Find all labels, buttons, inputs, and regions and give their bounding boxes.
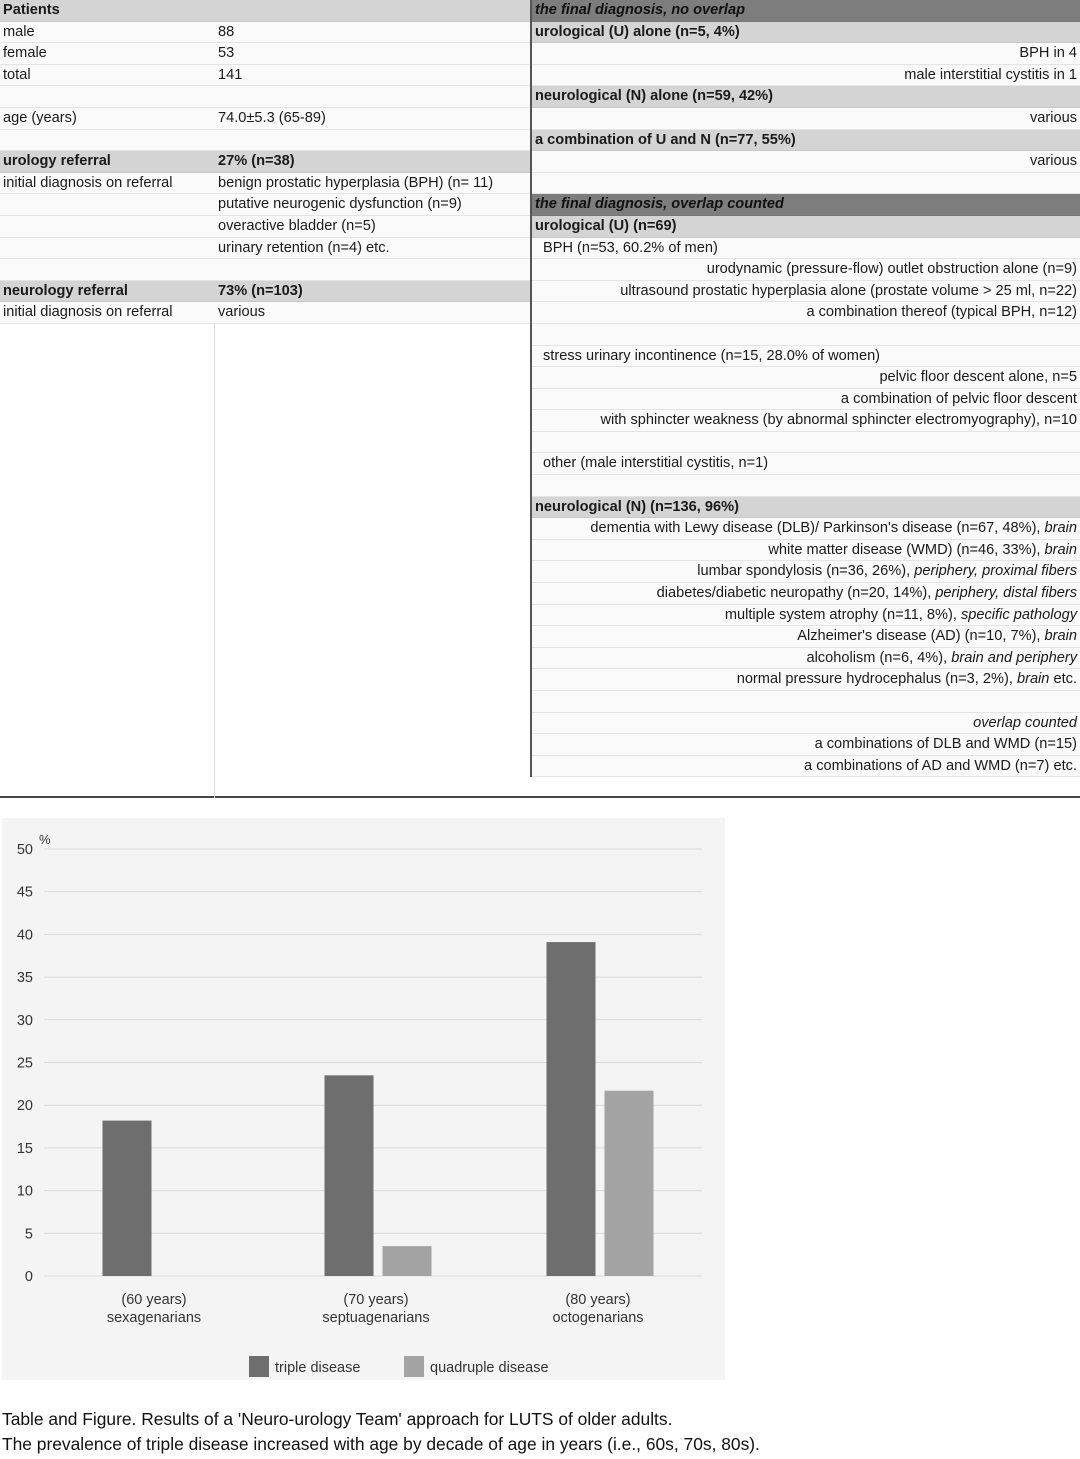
table-row (532, 151, 1080, 173)
legend-label: triple disease (275, 1360, 361, 1376)
row-text (535, 497, 739, 519)
row-text-main: stress urinary incontinence (n=15, 28.0% of women) (543, 347, 881, 364)
row-value: various (218, 304, 266, 321)
figure-caption (2, 1407, 1078, 1457)
x-category-label: octogenarians (552, 1310, 644, 1326)
row-text-italic: overlap counted (973, 714, 1077, 731)
table-row (0, 302, 530, 324)
table-row (532, 583, 1080, 605)
row-text (535, 86, 773, 108)
row-label: urology referral (3, 153, 111, 170)
row-text-main: alcoholism (n=6, 4%), (806, 649, 952, 666)
table-row (0, 216, 530, 238)
y-tick-label: 25 (16, 1055, 33, 1072)
row-text-italic: brain (1044, 520, 1077, 537)
table-row (532, 540, 1080, 562)
row-text-main: a combinations of DLB and WMD (n=15) (814, 736, 1077, 753)
row-text-main: Alzheimer's disease (AD) (n=10, 7%), (797, 628, 1045, 645)
chart-canvas (2, 818, 725, 1380)
y-tick-label: 0 (24, 1269, 33, 1285)
row-label: initial diagnosis on referral (3, 174, 173, 191)
table-row (0, 173, 530, 195)
table-row (532, 194, 1080, 216)
row-text (535, 130, 796, 152)
table-row (0, 108, 530, 130)
prevalence-bar-chart (2, 818, 725, 1380)
row-text (768, 540, 1077, 562)
y-tick-label: 50 (16, 842, 33, 858)
row-text (737, 669, 1077, 691)
row-text-main: a combination of U and N (n=77, 55%) (535, 131, 796, 148)
table-row (532, 432, 1080, 454)
row-text-main: a combination of pelvic floor descent (840, 390, 1077, 407)
table-row (0, 22, 530, 44)
row-text-main: neurological (N) alone (n=59, 42%) (535, 88, 774, 105)
row-text-main: various (1029, 109, 1077, 126)
row-value: overactive bladder (n=5) (218, 217, 376, 234)
row-text (697, 561, 1077, 583)
patients-column (0, 0, 530, 324)
row-value: 88 (218, 23, 235, 40)
row-text-main: a combinations of AD and WMD (n=7) etc. (804, 757, 1077, 774)
x-category-label: sexagenarians (106, 1310, 202, 1326)
table-row (0, 0, 530, 22)
row-text-italic: periphery, proximal fibers (914, 563, 1077, 580)
row-text-main: male interstitial cystitis in 1 (904, 66, 1077, 83)
legend-swatch (249, 1356, 269, 1377)
caption-line-2: The prevalence of triple disease increased with age by decade of age in years (i.e., 60s, 70s, 80s). (2, 1434, 760, 1454)
row-text-italic: specific pathology (960, 606, 1077, 623)
row-text (707, 259, 1077, 281)
table-row (532, 302, 1080, 324)
table-row (532, 626, 1080, 648)
table-row (0, 151, 530, 173)
row-text (841, 389, 1077, 411)
row-text (1030, 151, 1077, 173)
x-category-label: (70 years) (343, 1292, 409, 1308)
x-category-label: septuagenarians (322, 1310, 430, 1326)
table-row (532, 281, 1080, 303)
table-row (532, 0, 1080, 22)
row-text-main: BPH in 4 (1019, 45, 1077, 62)
y-axis-unit-label: % (39, 832, 51, 847)
table-row (532, 475, 1080, 497)
row-text (600, 410, 1077, 432)
row-text-italic: brain (1044, 628, 1077, 645)
row-label: neurology referral (3, 282, 128, 299)
table-row (532, 734, 1080, 756)
row-text-main: the final diagnosis, overlap counted (535, 196, 784, 213)
table-row (532, 389, 1080, 411)
table-row (532, 65, 1080, 87)
row-text-tail: etc. (1049, 671, 1077, 688)
row-text (879, 367, 1077, 389)
row-label: male (3, 23, 35, 40)
bar-triple-disease (103, 1121, 152, 1276)
table-row (532, 669, 1080, 691)
row-text-main: ultrasound prostatic hyperplasia alone (prostate volume > 25 ml, n=22) (620, 282, 1077, 299)
table-row (532, 43, 1080, 65)
bar-quadruple-disease (383, 1246, 432, 1276)
bar-quadruple-disease (605, 1091, 654, 1276)
row-value: putative neurogenic dysfunction (n=9) (218, 196, 462, 213)
table-row (532, 713, 1080, 735)
row-text (543, 453, 768, 475)
row-text-main: lumbar spondylosis (n=36, 26%), (697, 563, 915, 580)
table-row (532, 173, 1080, 195)
table-row (0, 194, 530, 216)
y-tick-label: 45 (16, 884, 33, 901)
table-row (532, 756, 1080, 778)
row-text-main: BPH (n=53, 60.2% of men) (543, 239, 718, 256)
row-label: age (years) (3, 109, 77, 126)
table-row (532, 130, 1080, 152)
table-row (532, 346, 1080, 368)
row-text (535, 216, 677, 238)
row-text-main: with sphincter weakness (by abnormal sphincter electromyography), n=10 (600, 412, 1077, 429)
row-text (973, 713, 1077, 735)
legend-label: quadruple disease (430, 1360, 549, 1376)
table-row (532, 410, 1080, 432)
table-row (532, 497, 1080, 519)
row-text-main: urological (U) alone (n=5, 4%) (535, 23, 740, 40)
caption-line-1: Table and Figure. Results of a 'Neuro-urology Team' approach for LUTS of older adults. (2, 1409, 673, 1429)
row-text (535, 22, 740, 44)
row-text (620, 281, 1077, 303)
table-row (532, 324, 1080, 346)
x-category-label: (60 years) (121, 1292, 187, 1308)
row-value: 73% (n=103) (218, 282, 303, 299)
row-text-main: pelvic floor descent alone, n=5 (879, 369, 1077, 386)
x-category-label: (80 years) (565, 1292, 631, 1308)
legend-swatch (404, 1356, 424, 1377)
row-label: Patients (3, 2, 60, 18)
row-text-italic: brain (1016, 671, 1050, 688)
table-row (532, 518, 1080, 540)
row-text-italic: brain (1044, 541, 1077, 558)
row-text (543, 346, 880, 368)
row-value: 27% (n=38) (218, 153, 295, 170)
final-diagnosis-column (530, 0, 1080, 777)
y-tick-label: 10 (16, 1183, 33, 1200)
row-label: total (3, 66, 31, 83)
row-text (904, 65, 1077, 87)
row-text-main: other (male interstitial cystitis, n=1) (543, 455, 769, 472)
table-row (532, 238, 1080, 260)
table-row (0, 65, 530, 87)
bar-triple-disease (547, 942, 596, 1276)
row-value: 141 (218, 66, 243, 83)
row-text-main: diabetes/diabetic neuropathy (n=20, 14%), (656, 585, 936, 602)
row-text-main: urological (U) (n=69) (535, 217, 677, 234)
row-text-main: dementia with Lewy disease (DLB)/ Parkinson's disease (n=67, 48%), (590, 520, 1045, 537)
row-text (806, 648, 1077, 670)
row-text (1030, 108, 1077, 130)
row-label: female (3, 45, 47, 62)
y-tick-label: 20 (16, 1098, 33, 1115)
table-row (0, 281, 530, 303)
row-value: benign prostatic hyperplasia (BPH) (n= 11) (218, 174, 494, 191)
table-row (532, 108, 1080, 130)
row-value: 53 (218, 45, 235, 62)
table-row (532, 648, 1080, 670)
table-row (532, 691, 1080, 713)
table-row (532, 22, 1080, 44)
table-row (0, 43, 530, 65)
row-value: urinary retention (n=4) etc. (218, 239, 390, 256)
row-text-main: normal pressure hydrocephalus (n=3, 2%), (736, 671, 1017, 688)
row-text-main: urodynamic (pressure-flow) outlet obstruction alone (n=9) (706, 261, 1077, 278)
row-text (535, 0, 745, 22)
row-text (535, 194, 784, 216)
table-row (0, 238, 530, 260)
table-row (532, 86, 1080, 108)
table-row (532, 259, 1080, 281)
table-row (532, 561, 1080, 583)
row-text (1019, 43, 1077, 65)
row-text-main: neurological (N) (n=136, 96%) (535, 498, 739, 515)
bar-triple-disease (325, 1075, 374, 1276)
row-text-main: the final diagnosis, no overlap (535, 2, 746, 18)
row-text (725, 605, 1077, 627)
table-row (0, 259, 530, 281)
row-text (815, 734, 1077, 756)
table-row (0, 130, 530, 152)
row-text (804, 756, 1077, 778)
table-row (532, 367, 1080, 389)
row-text-main: white matter disease (WMD) (n=46, 33%), (768, 541, 1045, 558)
row-label: initial diagnosis on referral (3, 304, 173, 321)
table-row (532, 216, 1080, 238)
row-text-italic: brain and periphery (951, 649, 1077, 666)
row-text-main: a combination thereof (typical BPH, n=12) (806, 304, 1077, 321)
row-value: 74.0±5.3 (65-89) (218, 109, 326, 126)
row-text-main: multiple system atrophy (n=11, 8%), (724, 606, 961, 623)
row-text-italic: periphery, distal fibers (935, 585, 1077, 602)
row-text (590, 518, 1077, 540)
y-tick-label: 5 (24, 1226, 33, 1243)
table-row (532, 605, 1080, 627)
y-tick-label: 30 (16, 1012, 33, 1029)
y-tick-label: 15 (16, 1140, 33, 1157)
y-tick-label: 35 (16, 970, 33, 987)
row-text (657, 583, 1077, 605)
y-tick-label: 40 (16, 927, 33, 944)
table-row (532, 453, 1080, 475)
table-row (0, 86, 530, 108)
row-text-main: various (1029, 153, 1077, 170)
row-text (543, 238, 718, 260)
row-text (806, 302, 1077, 324)
row-text (797, 626, 1077, 648)
